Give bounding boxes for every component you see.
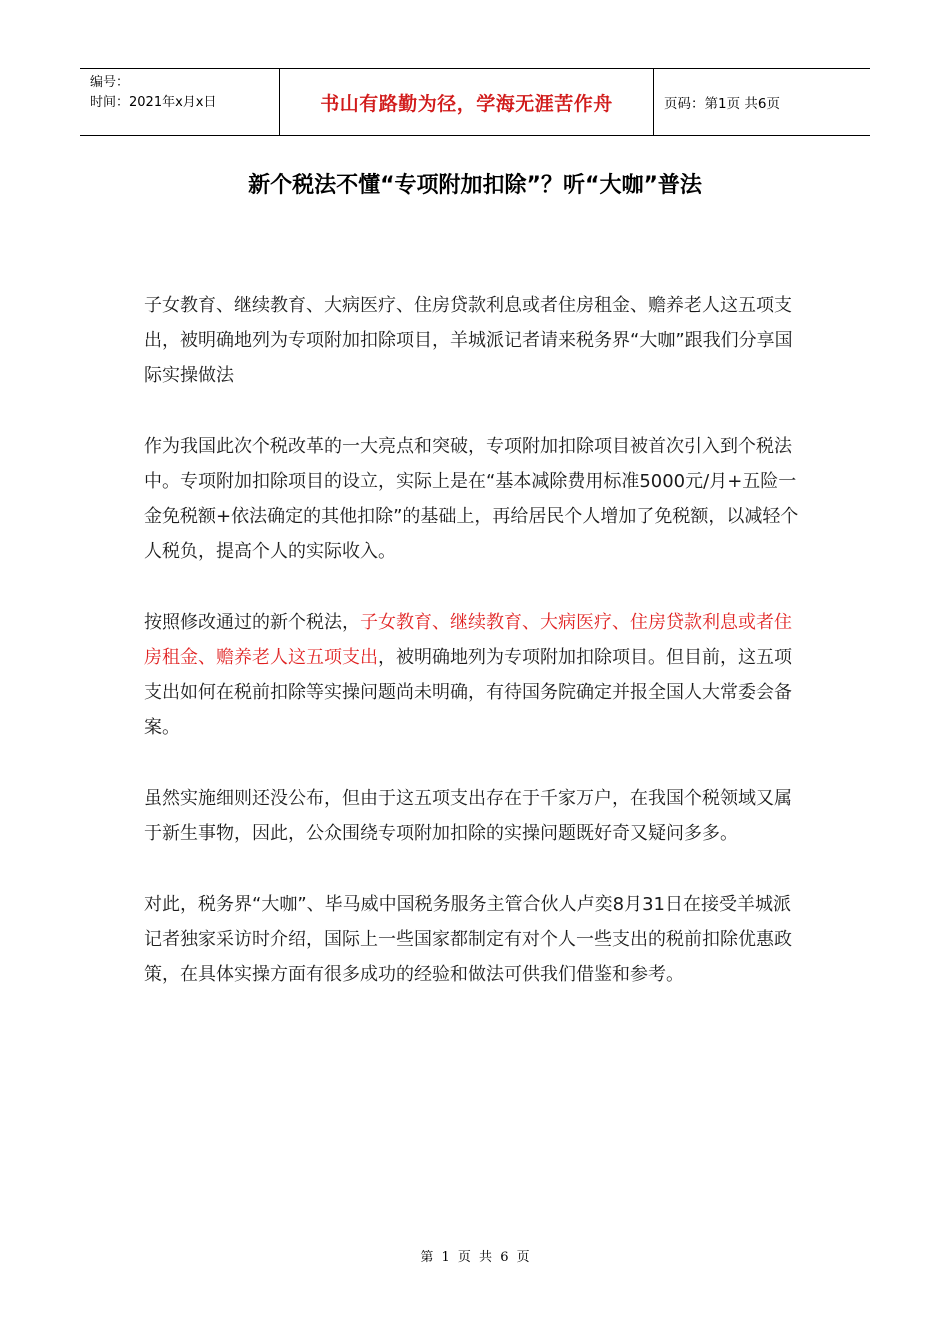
paragraph-3	[144, 605, 808, 745]
serial-number-label: 编号：	[90, 75, 130, 90]
paragraph-5: 对此，税务界“大咖”、毕马威中国税务服务主管合伙人卢奕8月31日在接受羊城派记者独家采访时介绍，国际上一些国家都制定有对个人一些支出的税前扣除优惠政策，在具体实操方面有很多成功的经验和做法可供我们借鉴和参考。	[144, 894, 792, 985]
paragraph-1: 子女教育、继续教育、大病医疗、住房贷款利息或者住房租金、赡养老人这五项支出，被明确地列为专项附加扣除项目，羊城派记者请来税务界“大咖”跟我们分享国际实操做法	[144, 295, 793, 386]
header-motto: 书山有路勤为径，学海无涯苦作舟	[280, 69, 654, 135]
article-body	[144, 288, 808, 1028]
paragraph-3-highlight: 子女教育、继续教育、大病医疗、住房贷款利息或者住房租金、赡养老人这五项支出	[144, 612, 792, 668]
document-header	[80, 68, 870, 136]
page-footer: 第 1 页 共 6 页	[420, 1250, 530, 1265]
header-meta-cell	[80, 69, 280, 135]
paragraph-3-intro: 按照修改通过的新个税法，	[144, 612, 360, 633]
date-label: 时间：2021年x月x日	[90, 95, 217, 110]
paragraph-2: 作为我国此次个税改革的一大亮点和突破，专项附加扣除项目被首次引入到个税法中。专项附加扣除项目的设立，实际上是在“基本减除费用标准5000元/月+五险一金免税额+依法确定的其他扣除”的基础上，再给居民个人增加了免税额，以减轻个人税负，提高个人的实际收入。	[144, 436, 799, 562]
paragraph-3-rest: ，被明确地列为专项附加扣除项目。但目前，这五项支出如何在税前扣除等实操问题尚未明确，有待国务院确定并报全国人大常委会备案。	[144, 647, 792, 738]
paragraph-4: 虽然实施细则还没公布，但由于这五项支出存在于千家万户，在我国个税领域又属于新生事物，因此，公众围绕专项附加扣除的实操问题既好奇又疑问多多。	[144, 788, 792, 844]
document-title: 新个税法不懂“专项附加扣除”？听“大咖”普法	[248, 173, 702, 198]
header-page-info: 页码：第1页 共6页	[664, 96, 780, 112]
